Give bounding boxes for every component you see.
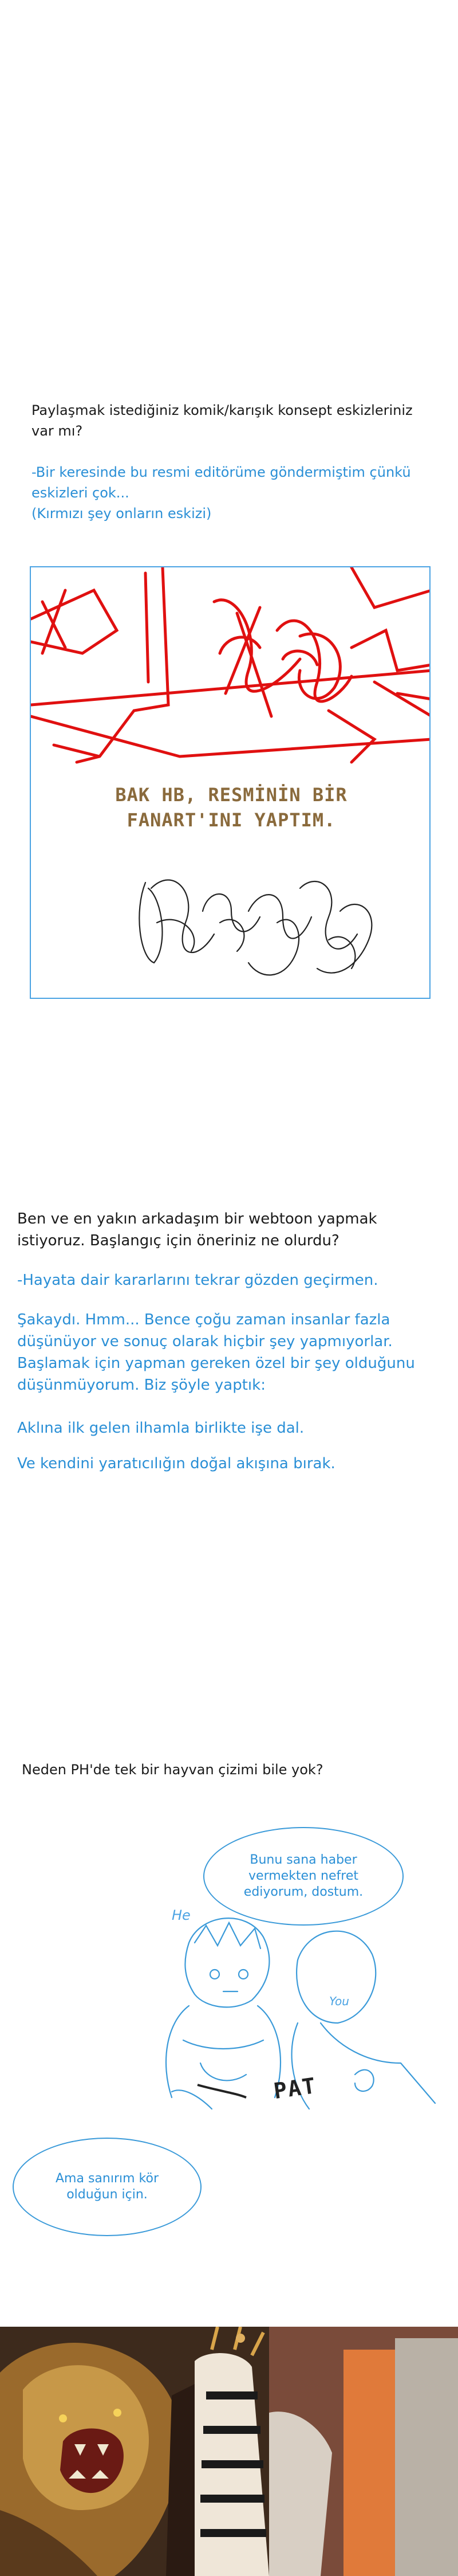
question-webtoon: Ben ve en yakın arkadaşım bir webtoon yapmak istiyoruz. Başlangıç için öneriniz ne olurdu?: [17, 1210, 377, 1249]
question-animal-drawing: Neden PH'de tek bir hayvan çizimi bile yok?: [22, 1762, 323, 1778]
label-he: He: [172, 1907, 191, 1923]
answer-webtoon-3: Aklına ilk gelen ilhamla birlikte işe dal.: [17, 1420, 305, 1437]
answer-webtoon-2: Şakaydı. Hmm... Bence çoğu zaman insanlar fazla düşünüyor ve sonuç olarak hiçbir şey yapmıyorlar. Başlamak için yapman gereken özel bir şey olduğunu düşünmüyorum. Biz şöyle yaptık:: [17, 1311, 415, 1394]
lion-artwork: [0, 2327, 458, 2576]
fanart-sketch-panel: [30, 566, 431, 999]
speech-bubble-bottom: Ama sanırım kör olduğun için.: [13, 2138, 202, 2236]
answer-webtoon-1: -Hayata dair kararlarını tekrar gözden geçirmen.: [17, 1272, 378, 1289]
sfx-pat: PAT: [272, 2073, 318, 2104]
lion-illustration: [0, 2327, 458, 2576]
label-you: You: [329, 1994, 349, 2008]
question-sketches: Paylaşmak istediğiniz komik/karışık konsept eskizleriniz var mı?: [31, 402, 413, 439]
answer-sketches: -Bir keresinde bu resmi editörüme göndermiştim çünkü eskizleri çok... (Kırmızı şey onların eskizi): [31, 464, 411, 522]
fanart-caption: BAK HB, RESMİNİN BİR FANART'INI YAPTIM.: [115, 784, 348, 831]
answer-webtoon-4: Ve kendini yaratıcılığın doğal akışına bırak.: [17, 1455, 335, 1472]
sketch-characters: [0, 1891, 458, 2132]
speech-bubble-top: Bunu sana haber vermekten nefret ediyorum, dostum.: [203, 1827, 404, 1926]
